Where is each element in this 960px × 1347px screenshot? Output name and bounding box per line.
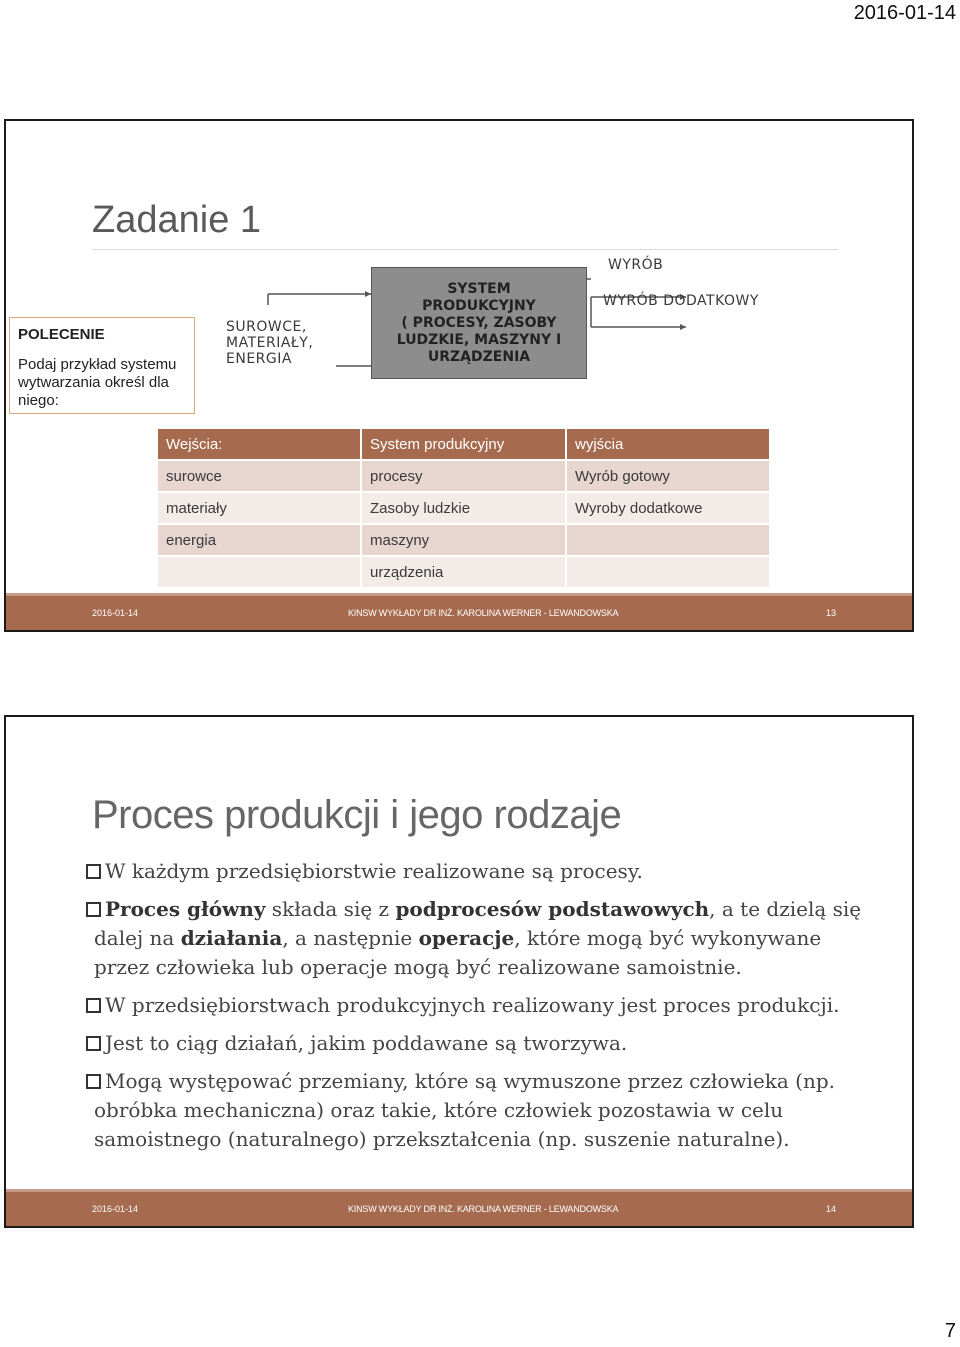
table-cell: maszyny [362,525,565,555]
table-cell: Zasoby ludzkie [362,493,565,523]
diagram-system-box [371,267,587,379]
table-header-row [158,429,769,459]
input-materialy: MATERIAŁY, [226,335,314,351]
slide-title: Zadanie 1 [92,199,262,241]
bullet-bold: Proces główny [105,897,266,921]
output-arrowhead-dodatkowy [680,324,686,330]
bullet-item [86,991,896,1020]
table-cell: urządzenia [362,557,565,587]
table-row [158,525,769,555]
box-line-4: LUDZKIE, MASZYNY I [396,331,562,348]
footer-date: 2016-01-14 [92,608,139,618]
slide-title: Proces produkcji i jego rodzaje [92,793,622,837]
production-system-diagram [216,249,836,387]
footer-author: KINSW WYKŁADY DR INŻ. KAROLINA WERNER - LEWANDOWSKA [348,1204,619,1214]
system-table [156,427,771,589]
table-row [158,493,769,523]
box-line-1: SYSTEM [447,280,511,297]
bullet-text: , które mogą być wykonywane [514,926,822,950]
checkbox-bullet-icon [86,1036,101,1051]
footer-author: KINSW WYKŁADY DR INŻ. KAROLINA WERNER - LEWANDOWSKA [348,608,619,618]
table-cell: Wyroby dodatkowe [567,493,769,523]
bullet-continuation: samoistnego (naturalnego) przekształcenia (np. suszenie naturalne). [94,1127,790,1151]
page-date: 2016-01-14 [853,2,956,24]
polecenie-text: Podaj przykład systemu wytwarzania określ dla niego: [18,356,177,409]
bullet-item [86,895,896,982]
polecenie-heading: POLECENIE [18,326,105,343]
table-cell [567,525,769,555]
slide-14 [4,715,914,1228]
checkbox-bullet-icon [86,864,101,879]
bullet-continuation [86,924,896,953]
bullet-item [86,857,896,886]
header-system: System produkcyjny [362,429,565,459]
table-cell [567,557,769,587]
header-wejscia: Wejścia: [158,429,360,459]
footer-date: 2016-01-14 [92,1204,139,1214]
footer-slide-number: 14 [826,1204,837,1214]
input-surowce: SUROWCE, [226,319,307,335]
box-line-5: URZĄDZENIA [427,348,531,365]
table-cell: energia [158,525,360,555]
input-energia: ENERGIA [226,351,292,367]
checkbox-bullet-icon [86,998,101,1013]
box-line-2: PRODUKCYJNY [422,297,536,314]
header-wyjscia: wyjścia [567,429,769,459]
table-cell: Wyrób gotowy [567,461,769,491]
bullet-list [86,857,896,1163]
bullet-text: Jest to ciąg działań, jakim poddawane są tworzywa. [105,1031,628,1055]
bullet-text: W każdym przedsiębiorstwie realizowane są procesy. [105,859,643,883]
bullet-text: składa się z [265,897,396,921]
table-cell: surowce [158,461,360,491]
bullet-text: W przedsiębiorstwach produkcyjnych realizowany jest proces produkcji. [105,993,840,1017]
bullet-bold: podprocesów podstawowych [395,897,710,921]
checkbox-bullet-icon [86,902,101,917]
bullet-text: dalej na [94,926,181,950]
slide-footer [6,593,912,630]
table-cell: materiały [158,493,360,523]
table-row [158,557,769,587]
table-row [158,461,769,491]
bullet-item [86,1029,896,1058]
table-cell: procesy [362,461,565,491]
slide-footer [6,1189,912,1226]
bullet-text: , a następnie [282,926,419,950]
polecenie-box [9,317,195,414]
bullet-continuation: obróbka mechaniczna) oraz takie, które człowiek pozostawia w celu [94,1098,784,1122]
box-line-3: ( PROCESY, ZASOBY [401,314,557,331]
bullet-bold: działania [180,926,283,950]
checkbox-bullet-icon [86,1074,101,1089]
diagram-inputs [226,319,313,367]
page-number: 7 [944,1320,956,1342]
output-wyrob: WYRÓB [608,257,664,273]
bullet-continuation: przez człowieka lub operacje mogą być realizowane samoistnie. [94,955,742,979]
slide-13 [4,119,914,632]
bullet-item [86,1067,896,1154]
table-cell [158,557,360,587]
bullet-text: , a te dzielą się [709,897,862,921]
bullet-text: Mogą występować przemiany, które są wymuszone przez człowieka (np. [105,1069,836,1093]
bullet-bold: operacje [418,926,515,950]
footer-slide-number: 13 [826,608,837,618]
output-wyrob-dodatkowy: WYRÓB DODATKOWY [603,293,759,309]
